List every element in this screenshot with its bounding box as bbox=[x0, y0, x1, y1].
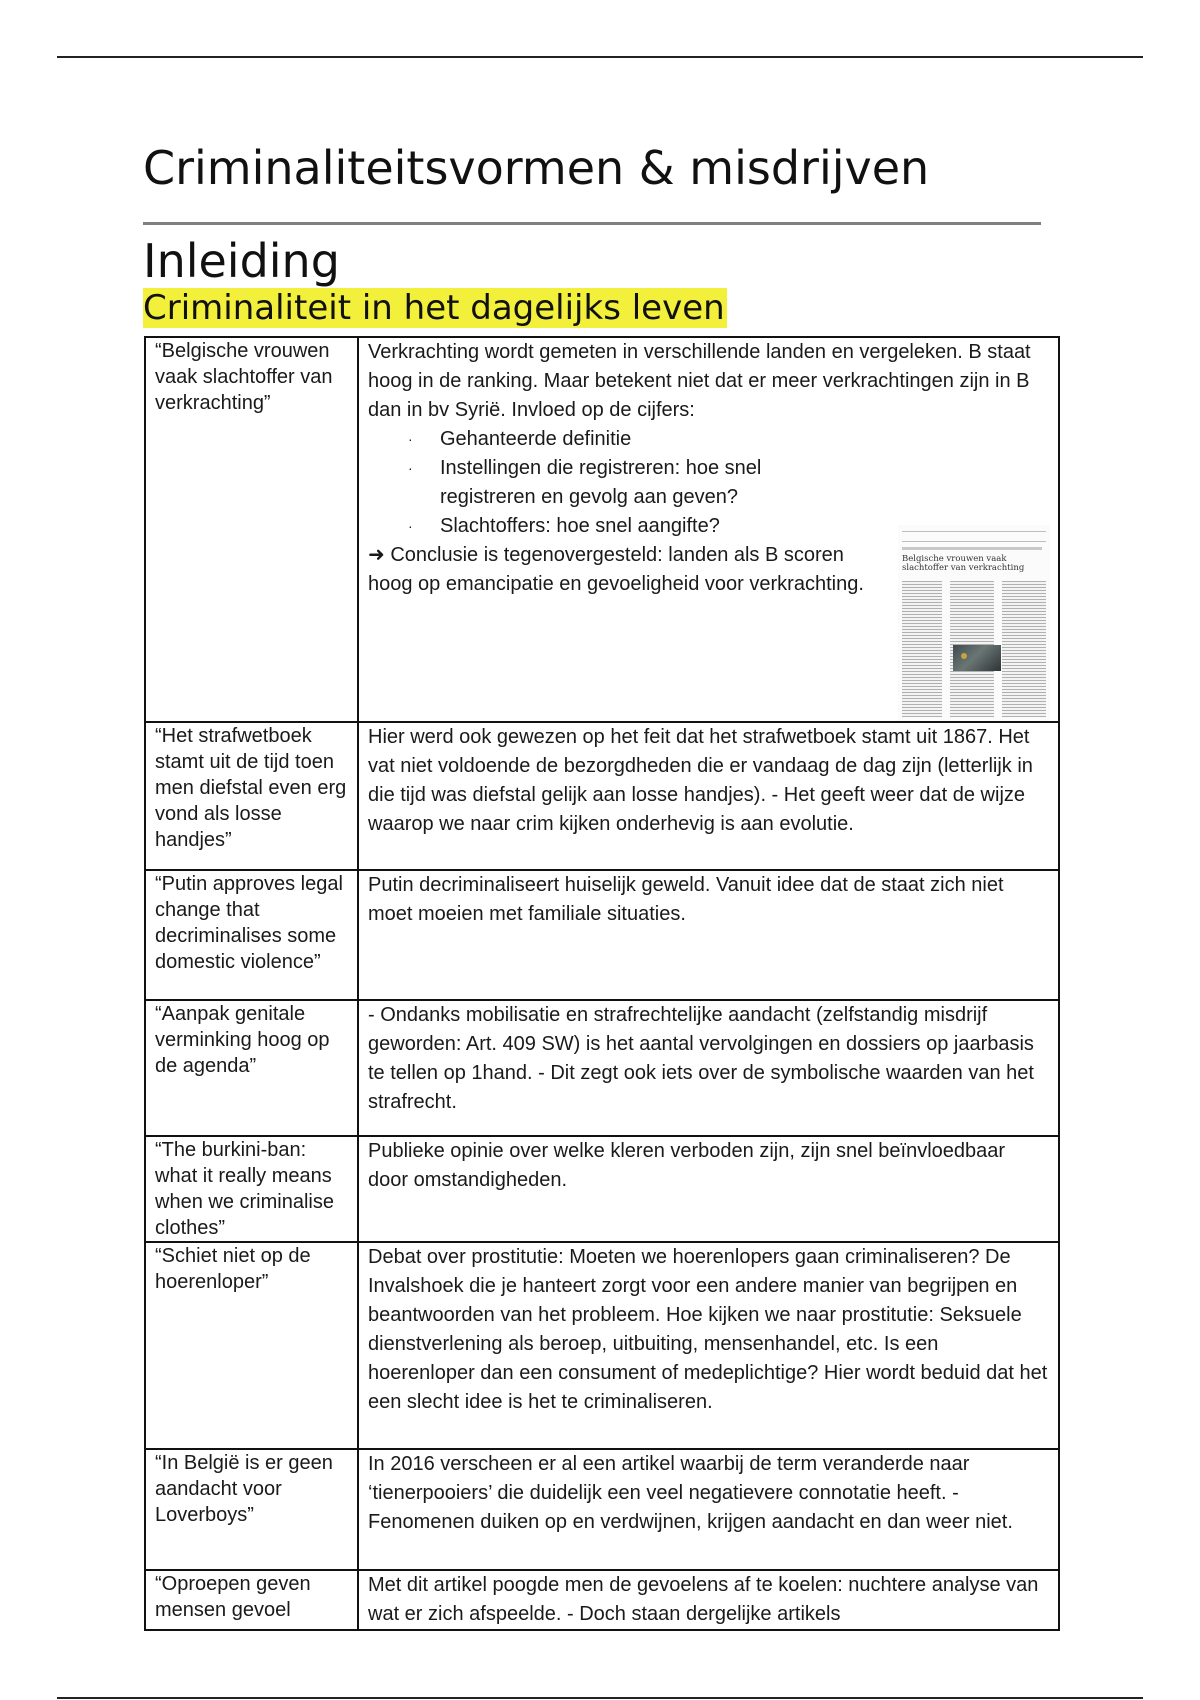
quote-cell: “Belgische vrouwen vaak slachtoffer van verkrachting” bbox=[145, 337, 358, 722]
bullet-icon: · bbox=[408, 460, 413, 476]
table-row bbox=[145, 1136, 1059, 1242]
list-item bbox=[368, 512, 848, 541]
table-row bbox=[145, 870, 1059, 1000]
explanation-cell: Met dit artikel poogde men de gevoelens af te koelen: nuchtere analyse van wat er zich afspeelde. - Doch staan dergelijke artikels bbox=[358, 1570, 1059, 1630]
clipping-headline: Belgische vrouwen vaak slachtoffer van verkrachting bbox=[902, 554, 1025, 573]
clipping-photo bbox=[953, 645, 1001, 671]
list-item-text: Instellingen die registreren: hoe snel registreren en gevolg aan geven? bbox=[440, 457, 762, 508]
clipping-photo-detail bbox=[961, 653, 967, 659]
notes-table bbox=[144, 336, 1060, 1631]
explanation-cell: Debat over prostitutie: Moeten we hoerenlopers gaan criminaliseren? De Invalshoek die je hanteert zorgt voor een andere manier van begrijpen en beantwoorden van het probleem. Hoe kijken we naar prostitutie: Seksuele dienstverlening als beroep, uitbuiting, mensenhandel, etc. Is een hoerenloper dan een consument of medeplichtige? Hier wordt beduid dat het een slecht idee is het te criminaliseren. bbox=[358, 1242, 1059, 1449]
quote-cell: “The burkini-ban: what it really means when we criminalise clothes” bbox=[145, 1136, 358, 1242]
clipping-masthead-line bbox=[902, 531, 1046, 532]
explanation-cell bbox=[358, 337, 1059, 722]
table-row bbox=[145, 722, 1059, 870]
table-row bbox=[145, 337, 1059, 722]
highlighted-heading-text: Criminaliteit in het dagelijks leven bbox=[143, 288, 725, 328]
table-row bbox=[145, 1000, 1059, 1136]
explanation-cell: Publieke opinie over welke kleren verboden zijn, zijn snel beïnvloedbaar door omstandigheden. bbox=[358, 1136, 1059, 1242]
list-item bbox=[368, 425, 848, 454]
newspaper-clipping-image bbox=[898, 525, 1050, 721]
explanation-intro: Verkrachting wordt gemeten in verschillende landen en vergeleken. B staat hoog in de ranking. Maar betekent niet dat er meer verkrachtingen zijn in B dan in bv Syrië. Invloed op de cijfers: bbox=[368, 341, 1031, 421]
bullet-icon: · bbox=[408, 431, 413, 447]
table-row bbox=[145, 1242, 1059, 1449]
quote-cell: “In België is er geen aandacht voor Loverboys” bbox=[145, 1449, 358, 1570]
explanation-cell: Putin decriminaliseert huiselijk geweld. Vanuit idee dat de staat zich niet moet moeien met familiale situaties. bbox=[358, 870, 1059, 1000]
quote-cell: “Putin approves legal change that decriminalises some domestic violence” bbox=[145, 870, 358, 1000]
clipping-rule bbox=[902, 541, 1046, 542]
explanation-cell: Hier werd ook gewezen op het feit dat het strafwetboek stamt uit 1867. Het vat niet voldoende de bezorgdheden die er vandaag de dag zijn (letterlijk in die tijd was diefstal gelijk aan losse handjes). - Het geeft weer dat de wijze waarop we naar crim kijken onderhevig is aan evolutie. bbox=[358, 722, 1059, 870]
quote-cell: “Het strafwetboek stamt uit de tijd toen men diefstal even erg vond als losse handjes” bbox=[145, 722, 358, 870]
list-item-text: Gehanteerde definitie bbox=[440, 428, 632, 450]
table-row bbox=[145, 1449, 1059, 1570]
list-item-text: Slachtoffers: hoe snel aangifte? bbox=[440, 515, 720, 537]
clipping-kicker bbox=[902, 547, 1042, 550]
table-row bbox=[145, 1570, 1059, 1630]
heading-inleiding: Inleiding bbox=[143, 234, 340, 288]
page-bottom-rule bbox=[57, 1697, 1143, 1699]
document-title: Criminaliteitsvormen & misdrijven bbox=[143, 141, 930, 195]
bullet-icon: · bbox=[408, 518, 413, 534]
influence-list bbox=[368, 425, 848, 541]
page-top-rule bbox=[57, 56, 1143, 58]
heading-criminaliteit-dagelijks-leven bbox=[143, 288, 727, 328]
quote-cell: “Oproepen geven mensen gevoel bbox=[145, 1570, 358, 1630]
title-underline bbox=[143, 222, 1041, 225]
quote-cell: “Schiet niet op de hoerenloper” bbox=[145, 1242, 358, 1449]
quote-cell: “Aanpak genitale verminking hoog op de agenda” bbox=[145, 1000, 358, 1136]
list-item bbox=[368, 454, 848, 512]
clipping-text-column bbox=[902, 581, 942, 717]
clipping-text-column bbox=[1002, 581, 1046, 717]
explanation-cell: In 2016 verscheen er al een artikel waarbij de term veranderde naar ‘tienerpooiers’ die duidelijk een veel negatievere connotatie heeft. - Fenomenen duiken op en verdwijnen, krijgen aandacht en dan weer niet. bbox=[358, 1449, 1059, 1570]
explanation-conclusion: ➜ Conclusie is tegenovergesteld: landen als B scoren hoog op emancipatie en gevoeligheid voor verkrachting. bbox=[368, 544, 864, 595]
explanation-cell: - Ondanks mobilisatie en strafrechtelijke aandacht (zelfstandig misdrijf geworden: Art. 409 SW) is het aantal vervolgingen en dossiers op jaarbasis te tellen op 1hand. - Dit zegt ook iets over de symbolische waarden van het strafrecht. bbox=[358, 1000, 1059, 1136]
